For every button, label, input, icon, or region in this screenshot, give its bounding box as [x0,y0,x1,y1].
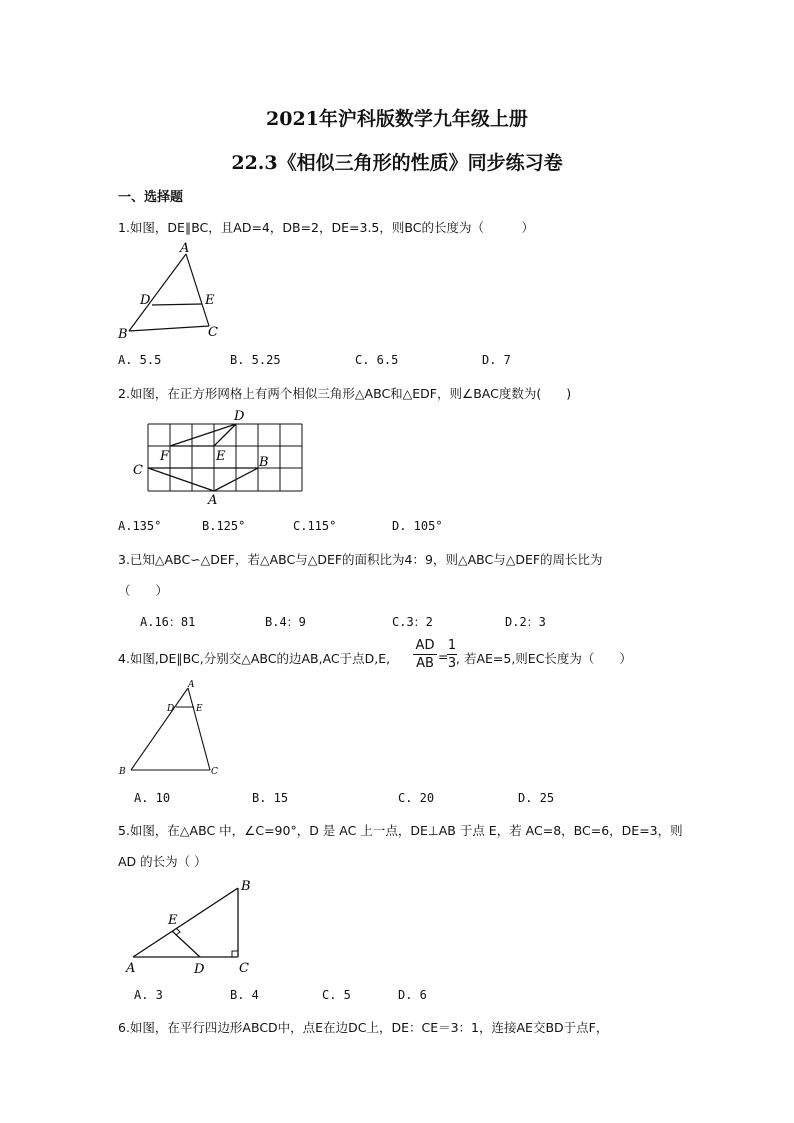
question-5-option-d[interactable]: D. 6 [398,988,427,1002]
q4-label-b: B [119,767,126,777]
q1-label-d: D [140,293,151,308]
fraction-denominator: AB [416,656,434,671]
question-6-stem: 6.如图，在平行四边形ABCD中，点E在边DC上，DE：CE＝3：1，连接AE交BD于点F， [118,1020,609,1035]
question-1-figure [110,238,240,344]
q5-label-c: C [239,961,249,976]
q5-label-e: E [168,913,178,928]
question-1-option-a[interactable]: A. 5.5 [118,353,162,367]
q4-label-e: E [196,704,203,714]
q2-label-d: D [234,409,245,424]
q5-label-b: B [241,879,251,894]
question-5-option-c[interactable]: C. 5 [322,988,351,1002]
q1-label-e: E [205,293,215,308]
question-1-option-d[interactable]: D. 7 [482,353,511,367]
question-4-option-c[interactable]: C. 20 [398,791,435,805]
page-title: 2021年沪科版数学九年级上册 [266,108,528,130]
question-4-figure [112,678,222,778]
q2-label-b: B [259,455,269,470]
question-3-stem-continued: （ ） [118,583,169,598]
question-2-option-b[interactable]: B.125° [202,519,246,533]
question-5-option-a[interactable]: A. 3 [134,988,163,1002]
question-5-stem: 5.如图，在△ABC 中，∠C=90°，D 是 AC 上一点，DE⊥AB 于点 E，若 AC=8，BC=6，DE=3，则 [118,823,683,838]
q1-label-c: C [208,325,218,340]
q4-label-d: D [167,704,175,714]
question-3-option-a[interactable]: A.16：81 [140,615,196,629]
fraction-numerator: AD [415,638,435,653]
question-4-option-a[interactable]: A. 10 [134,791,171,805]
q4-label-a: A [188,680,195,690]
question-1-option-b[interactable]: B. 5.25 [230,353,281,367]
question-4-fraction-ad-ab [413,638,437,671]
question-4-option-d[interactable]: D. 25 [518,791,555,805]
question-3-option-d[interactable]: D.2：3 [505,615,546,629]
page-subtitle: 22.3《相似三角形的性质》同步练习卷 [231,152,563,174]
q5-label-a: A [126,961,136,976]
q5-label-d: D [194,962,205,977]
question-5-option-b[interactable]: B. 4 [230,988,259,1002]
q1-label-b: B [118,327,128,342]
question-1-option-c[interactable]: C. 6.5 [355,353,399,367]
question-4-option-b[interactable]: B. 15 [252,791,289,805]
q2-label-f: F [160,449,170,464]
q2-label-a: A [208,493,218,508]
question-2-option-a[interactable]: A.135° [118,519,162,533]
q2-label-c: C [133,463,143,478]
q1-label-a: A [180,241,190,256]
question-2-option-d[interactable]: D. 105° [392,519,443,533]
question-3-option-c[interactable]: C.3：2 [392,615,433,629]
fraction-numerator: 1 [447,638,457,653]
question-2-option-c[interactable]: C.115° [293,519,337,533]
question-3-stem: 3.已知△ABC∽△DEF，若△ABC与△DEF的面积比为4：9，则△ABC与△DEF的周长比为 [118,552,603,567]
question-4-stem-tail: , 若AE=5,则EC长度为（ ） [456,651,632,666]
section-heading: 一、选择题 [118,190,184,205]
question-2-stem: 2.如图，在正方形网格上有两个相似三角形△ABC和△EDF，则∠BAC度数为( ) [118,386,572,401]
question-1-stem: 1.如图，DE∥BC，且AD=4，DB=2，DE=3.5，则BC的长度为（ ） [118,220,534,235]
q4-label-c: C [211,767,218,777]
fraction-denominator: 3 [447,656,457,671]
question-2-figure [128,406,314,508]
q2-label-e: E [216,449,226,464]
question-5-stem-continued: AD 的长为（ ） [118,854,207,869]
question-5-figure [118,876,268,980]
question-4-equals: = [438,649,449,664]
question-3-option-b[interactable]: B.4：9 [265,615,306,629]
question-4-stem: 4.如图,DE∥BC,分别交△ABC的边AB,AC于点D,E, [118,651,391,666]
